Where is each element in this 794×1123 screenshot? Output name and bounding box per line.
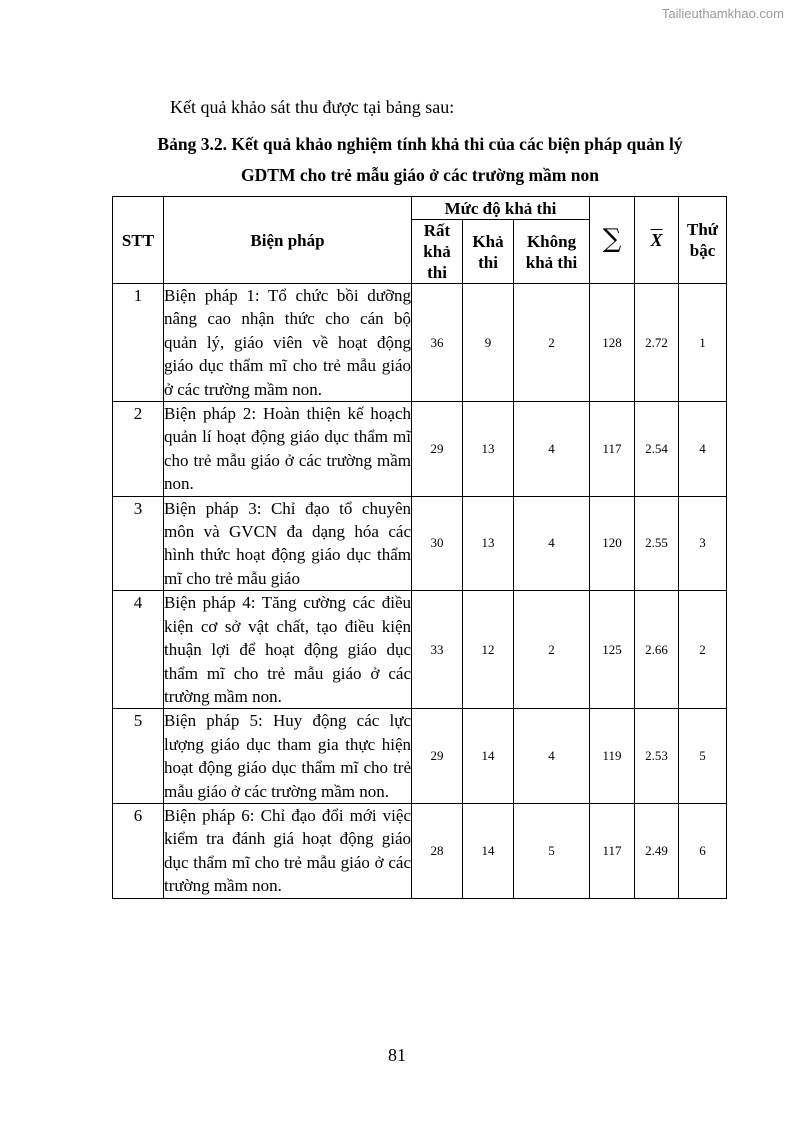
cell-sum: 117 bbox=[590, 402, 635, 497]
cell-very-feasible: 29 bbox=[412, 402, 463, 497]
cell-not-feasible: 4 bbox=[514, 709, 590, 804]
cell-mean: 2.55 bbox=[635, 496, 679, 591]
table-caption-line-1: Bảng 3.2. Kết quả khảo nghiệm tính khả thi của các biện pháp quản lý bbox=[157, 134, 683, 154]
header-mean bbox=[635, 197, 679, 284]
table-row bbox=[113, 284, 727, 402]
cell-measure: Biện pháp 4: Tăng cường các điều kiện cơ sở vật chất, tạo điều kiện thuận lợi để hoạt động giáo dục thẩm mĩ cho trẻ mẫu giáo ở các trường mầm non. bbox=[164, 591, 412, 709]
cell-feasible: 14 bbox=[463, 803, 514, 898]
cell-sum: 128 bbox=[590, 284, 635, 402]
cell-rank: 2 bbox=[679, 591, 727, 709]
table-row bbox=[113, 591, 727, 709]
cell-rank: 1 bbox=[679, 284, 727, 402]
cell-mean: 2.54 bbox=[635, 402, 679, 497]
header-feasibility-group: Mức độ khả thi bbox=[412, 197, 590, 220]
header-feasible: Khả thi bbox=[463, 220, 514, 284]
cell-very-feasible: 36 bbox=[412, 284, 463, 402]
header-stt: STT bbox=[113, 197, 164, 284]
cell-measure: Biện pháp 3: Chỉ đạo tổ chuyên môn và GVCN đa dạng hóa các hình thức hoạt động giáo dục thẩm mĩ cho trẻ mẫu giáo bbox=[164, 496, 412, 591]
cell-very-feasible: 33 bbox=[412, 591, 463, 709]
cell-not-feasible: 2 bbox=[514, 591, 590, 709]
cell-sum: 120 bbox=[590, 496, 635, 591]
cell-mean: 2.49 bbox=[635, 803, 679, 898]
table-row bbox=[113, 496, 727, 591]
cell-stt: 1 bbox=[113, 284, 164, 402]
cell-stt: 4 bbox=[113, 591, 164, 709]
table-row bbox=[113, 709, 727, 804]
header-very-feasible: Rất khả thi bbox=[412, 220, 463, 284]
cell-rank: 3 bbox=[679, 496, 727, 591]
cell-stt: 5 bbox=[113, 709, 164, 804]
cell-not-feasible: 5 bbox=[514, 803, 590, 898]
cell-feasible: 12 bbox=[463, 591, 514, 709]
cell-stt: 3 bbox=[113, 496, 164, 591]
intro-text: Kết quả khảo sát thu được tại bảng sau: bbox=[170, 97, 455, 117]
cell-rank: 6 bbox=[679, 803, 727, 898]
cell-rank: 4 bbox=[679, 402, 727, 497]
table-row bbox=[113, 803, 727, 898]
mean-symbol: $\overline{X}$ bbox=[650, 229, 663, 250]
cell-sum: 117 bbox=[590, 803, 635, 898]
watermark: Tailieuthamkhao.com bbox=[661, 6, 784, 21]
cell-mean: 2.66 bbox=[635, 591, 679, 709]
cell-stt: 2 bbox=[113, 402, 164, 497]
cell-feasible: 14 bbox=[463, 709, 514, 804]
table-caption-line-2: GDTM cho trẻ mẫu giáo ở các trường mầm non bbox=[241, 165, 599, 185]
header-rank: Thứ bậc bbox=[679, 197, 727, 284]
feasibility-table bbox=[112, 196, 727, 899]
sum-symbol: ∑ bbox=[602, 223, 622, 254]
cell-not-feasible: 4 bbox=[514, 496, 590, 591]
cell-sum: 119 bbox=[590, 709, 635, 804]
cell-measure: Biện pháp 5: Huy động các lực lượng giáo dục tham gia thực hiện hoạt động giáo dục thẩm mĩ cho trẻ mẫu giáo ở các trường mầm non. bbox=[164, 709, 412, 804]
cell-very-feasible: 28 bbox=[412, 803, 463, 898]
cell-feasible: 13 bbox=[463, 496, 514, 591]
cell-measure: Biện pháp 1: Tổ chức bồi dưỡng nâng cao nhận thức cho cán bộ quản lý, giáo viên về hoạt động giáo dục thẩm mĩ cho trẻ mẫu giáo ở các trường mầm non. bbox=[164, 284, 412, 402]
header-measure: Biện pháp bbox=[164, 197, 412, 284]
cell-very-feasible: 29 bbox=[412, 709, 463, 804]
cell-not-feasible: 4 bbox=[514, 402, 590, 497]
cell-mean: 2.72 bbox=[635, 284, 679, 402]
cell-measure: Biện pháp 6: Chỉ đạo đổi mới việc kiểm tra đánh giá hoạt động giáo dục thẩm mĩ cho trẻ mẫu giáo ở các trường mầm non. bbox=[164, 803, 412, 898]
header-not-feasible: Không khả thi bbox=[514, 220, 590, 284]
header-sum bbox=[590, 197, 635, 284]
cell-stt: 6 bbox=[113, 803, 164, 898]
page-number: 81 bbox=[388, 1045, 406, 1065]
cell-not-feasible: 2 bbox=[514, 284, 590, 402]
cell-feasible: 9 bbox=[463, 284, 514, 402]
cell-measure: Biện pháp 2: Hoàn thiện kế hoạch quản lí hoạt động giáo dục thẩm mĩ cho trẻ mẫu giáo ở các trường mầm non. bbox=[164, 402, 412, 497]
cell-mean: 2.53 bbox=[635, 709, 679, 804]
cell-rank: 5 bbox=[679, 709, 727, 804]
table-row bbox=[113, 402, 727, 497]
cell-sum: 125 bbox=[590, 591, 635, 709]
cell-very-feasible: 30 bbox=[412, 496, 463, 591]
cell-feasible: 13 bbox=[463, 402, 514, 497]
